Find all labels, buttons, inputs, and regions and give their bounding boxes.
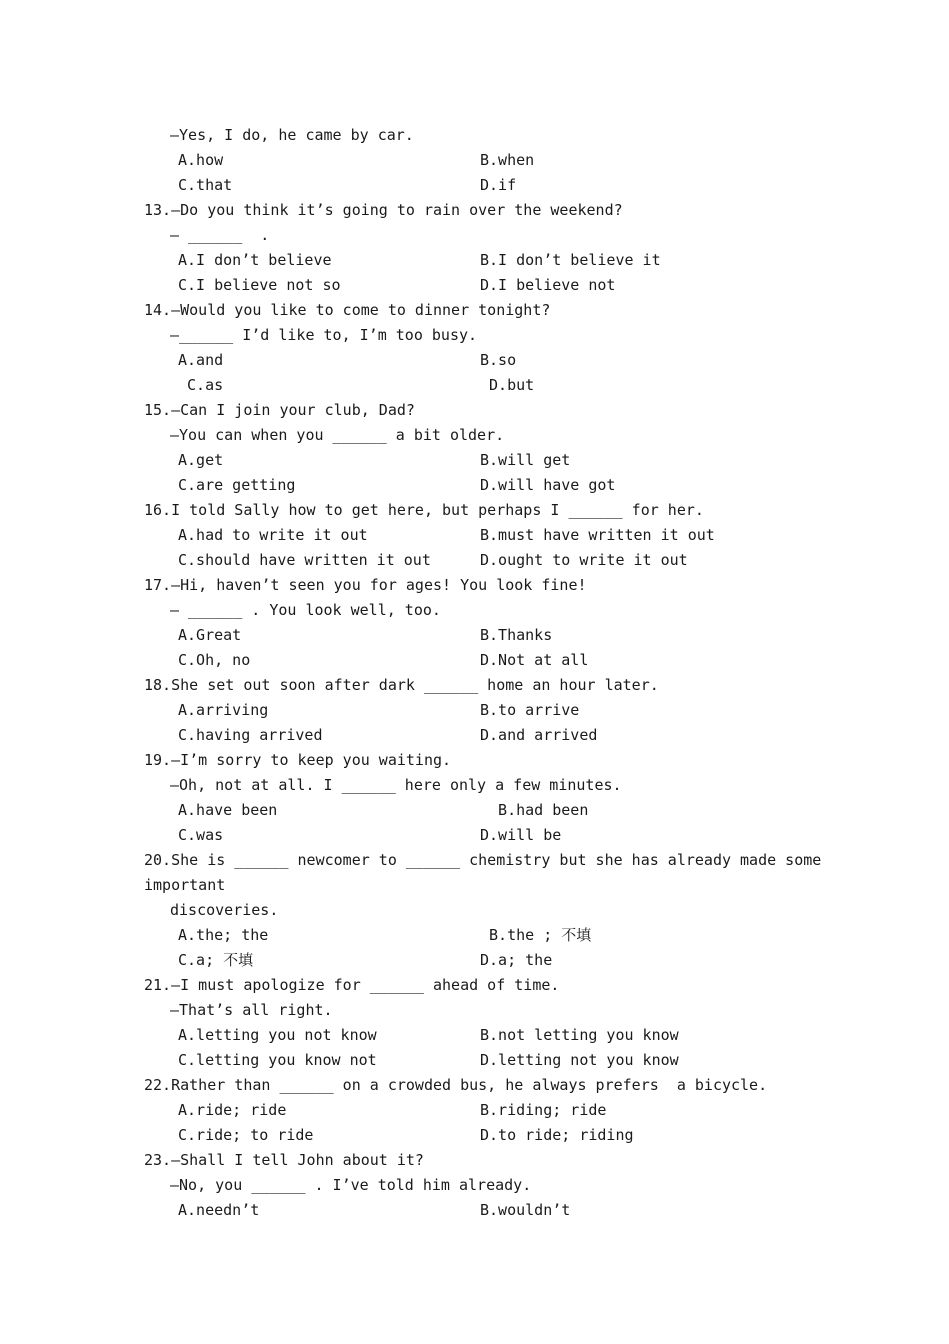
choice-a: A.needn’t [178, 1201, 260, 1219]
question-13: 13.—Do you think it’s going to rain over the weekend? [144, 201, 623, 219]
choice-d: D.will be [480, 826, 562, 844]
choice-a: A.get [178, 451, 224, 469]
choice-d: D.but [480, 376, 535, 394]
choice-a: A.I don’t believe [178, 251, 332, 269]
choice-b: B.riding; ride [480, 1101, 607, 1119]
choice-b: B.the ; 不填 [480, 926, 592, 944]
choice-c: C.ride; to ride [178, 1126, 314, 1144]
question-15: 15.—Can I join your club, Dad? [144, 401, 415, 419]
choice-a: A.how [178, 151, 224, 169]
choice-d: D.a; the [480, 951, 553, 969]
choice-d: D.if [480, 176, 517, 194]
choice-c: C.was [178, 826, 224, 844]
question-20-wrap: discoveries. [170, 901, 279, 919]
choice-c: C.having arrived [178, 726, 323, 744]
choice-a: A.had to write it out [178, 526, 368, 544]
choice-c: C.should have written it out [178, 551, 431, 569]
answer-line: —That’s all right. [170, 1001, 333, 1019]
choice-b: B.had been [480, 801, 589, 819]
question-20: 20.She is ______ newcomer to ______ chemistry but she has already made some [144, 851, 822, 869]
answer-line: —You can when you ______ a bit older. [170, 426, 505, 444]
choice-d: D.and arrived [480, 726, 598, 744]
answer-line: — ______ . [170, 226, 270, 244]
choice-d: D.to ride; riding [480, 1126, 634, 1144]
choice-d: D.Not at all [480, 651, 589, 669]
choice-c: C.Oh, no [178, 651, 251, 669]
choice-a: A.letting you not know [178, 1026, 377, 1044]
answer-line: —Yes, I do, he came by car. [170, 126, 414, 144]
choice-d: D.ought to write it out [480, 551, 688, 569]
choice-c: C.I believe not so [178, 276, 341, 294]
choice-c: C.as [178, 376, 224, 394]
choice-b: B.will get [480, 451, 571, 469]
choice-c: C.that [178, 176, 233, 194]
choice-b: B.I don’t believe it [480, 251, 661, 269]
choice-b: B.to arrive [480, 701, 580, 719]
question-20-wrap: important [144, 876, 226, 894]
question-21: 21.—I must apologize for ______ ahead of time. [144, 976, 560, 994]
choice-a: A.the; the [178, 926, 269, 944]
choice-d: D.will have got [480, 476, 616, 494]
answer-line: —______ I’d like to, I’m too busy. [170, 326, 478, 344]
choice-b: B.must have written it out [480, 526, 715, 544]
question-14: 14.—Would you like to come to dinner tonight? [144, 301, 551, 319]
question-18: 18.She set out soon after dark ______ home an hour later. [144, 676, 659, 694]
choice-b: B.when [480, 151, 535, 169]
choice-b: B.not letting you know [480, 1026, 679, 1044]
choice-d: D.I believe not [480, 276, 616, 294]
answer-line: —No, you ______ . I’ve told him already. [170, 1176, 532, 1194]
question-17: 17.—Hi, haven’t seen you for ages! You look fine! [144, 576, 587, 594]
question-19: 19.—I’m sorry to keep you waiting. [144, 751, 452, 769]
choice-a: A.ride; ride [178, 1101, 287, 1119]
answer-line: —Oh, not at all. I ______ here only a few minutes. [170, 776, 622, 794]
choice-a: A.and [178, 351, 224, 369]
question-16: 16.I told Sally how to get here, but perhaps I ______ for her. [144, 501, 704, 519]
choice-a: A.Great [178, 626, 242, 644]
question-22: 22.Rather than ______ on a crowded bus, he always prefers a bicycle. [144, 1076, 768, 1094]
choice-b: B.so [480, 351, 517, 369]
choice-b: B.Thanks [480, 626, 553, 644]
choice-c: C.a; 不填 [178, 951, 254, 969]
choice-a: A.arriving [178, 701, 269, 719]
choice-a: A.have been [178, 801, 278, 819]
answer-line: — ______ . You look well, too. [170, 601, 441, 619]
choice-c: C.letting you know not [178, 1051, 377, 1069]
choice-c: C.are getting [178, 476, 296, 494]
choice-b: B.wouldn’t [480, 1201, 571, 1219]
question-23: 23.—Shall I tell John about it? [144, 1151, 424, 1169]
choice-d: D.letting not you know [480, 1051, 679, 1069]
